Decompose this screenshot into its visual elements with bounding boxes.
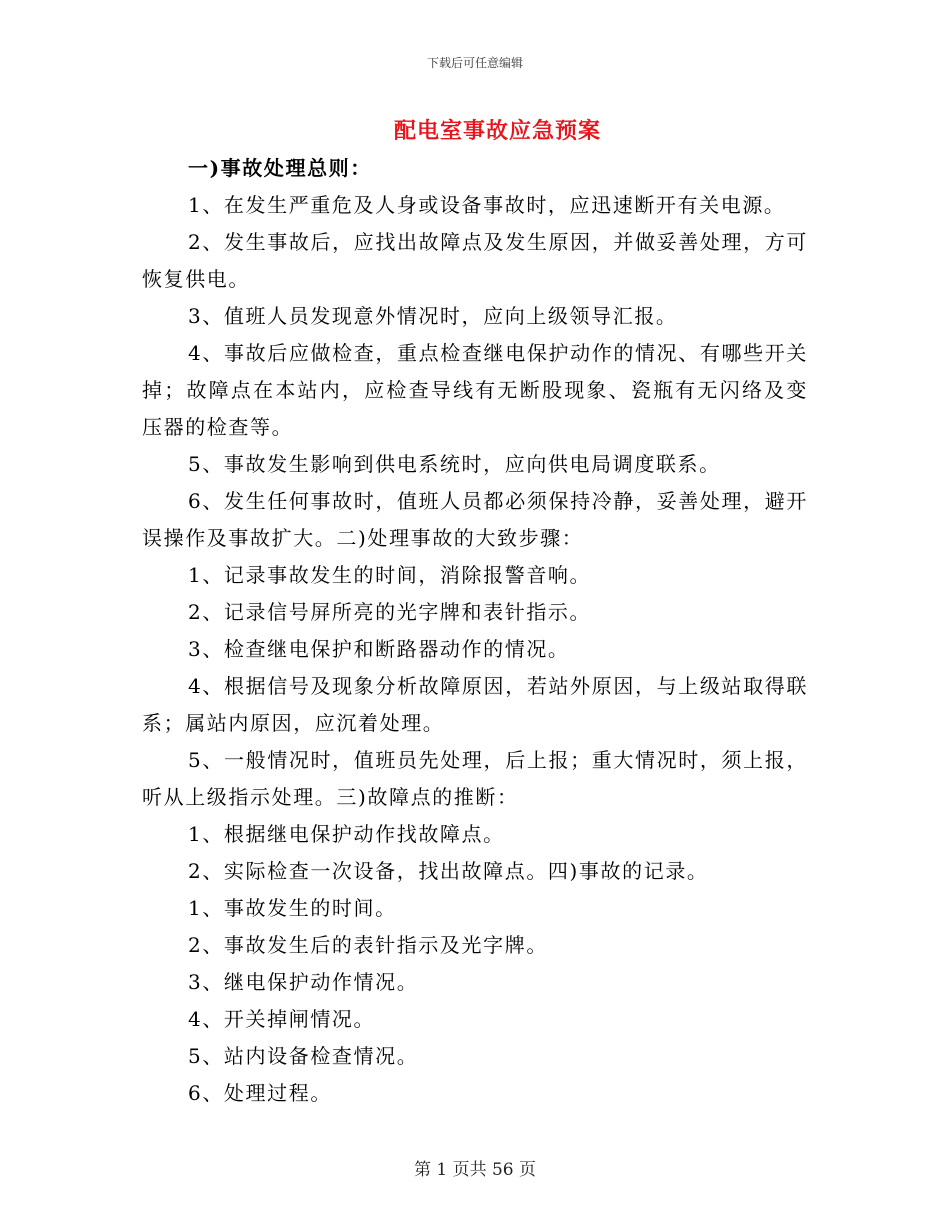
paragraph: 2、记录信号屏所亮的光字牌和表针指示。 xyxy=(188,600,592,624)
paragraph: 2、发生事故后，应找出故障点及发生原因，并做妥善处理，方可恢复供电。 xyxy=(142,230,808,291)
paragraph: 1、根据继电保护动作找故障点。 xyxy=(188,822,505,846)
document-title: 配电室事故应急预案 xyxy=(393,118,601,144)
paragraph: 1、记录事故发生的时间，消除报警音响。 xyxy=(188,563,592,587)
paragraph: 3、继电保护动作情况。 xyxy=(188,970,419,994)
header-note: 下载后可任意编辑 xyxy=(426,56,523,70)
paragraph: 2、事故发生后的表针指示及光字牌。 xyxy=(188,933,548,957)
page-footer: 第 1 页共 56 页 xyxy=(413,1160,537,1180)
paragraph: 3、值班人员发现意外情况时，应向上级领导汇报。 xyxy=(188,304,678,328)
paragraph: 1、在发生严重危及人身或设备事故时，应迅速断开有关电源。 xyxy=(188,193,786,217)
paragraph: 5、事故发生影响到供电系统时，应向供电局调度联系。 xyxy=(188,452,721,476)
paragraph: 3、检查继电保护和断路器动作的情况。 xyxy=(188,637,570,661)
paragraph: 2、实际检查一次设备，找出故障点。四)事故的记录。 xyxy=(188,859,709,883)
paragraph: 4、事故后应做检查，重点检查继电保护动作的情况、有哪些开关掉；故障点在本站内，应检查导线有无断股现象、瓷瓶有无闪络及变压器的检查等。 xyxy=(142,341,808,439)
paragraph: 4、开关掉闸情况。 xyxy=(188,1007,376,1031)
paragraph: 1、事故发生的时间。 xyxy=(188,896,397,920)
paragraph: 6、发生任何事故时，值班人员都必须保持冷静，妥善处理，避开误操作及事故扩大。二)处理事故的大致步骤： xyxy=(142,489,808,550)
section-heading-general-principles: 一)事故处理总则： xyxy=(188,156,372,180)
document-body xyxy=(142,150,808,1112)
paragraph: 5、一般情况时，值班员先处理，后上报；重大情况时，须上报，听从上级指示处理。三)故障点的推断： xyxy=(142,748,808,809)
paragraph: 4、根据信号及现象分析故障原因，若站外原因，与上级站取得联系；属站内原因，应沉着处理。 xyxy=(142,674,808,735)
paragraph: 6、处理过程。 xyxy=(188,1081,332,1105)
paragraph: 5、站内设备检查情况。 xyxy=(188,1044,419,1068)
